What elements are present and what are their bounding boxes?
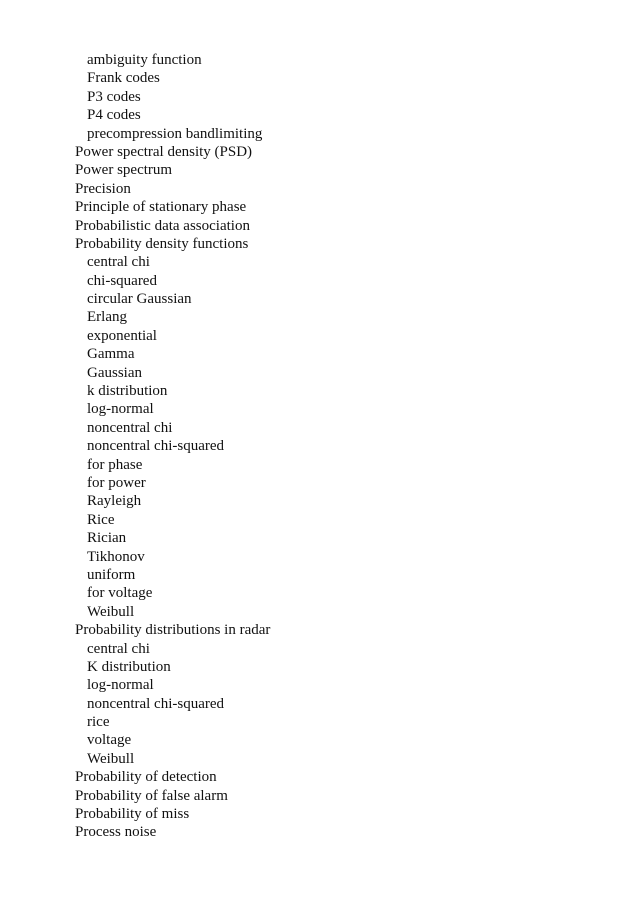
index-subentry: noncentral chi-squared	[87, 695, 225, 712]
index-entry: Power spectral density (PSD)	[75, 143, 253, 160]
index-subentry: noncentral chi-squared	[87, 438, 225, 455]
index-subentry: Tikhonov	[87, 548, 145, 565]
index-subentry: Rice	[87, 511, 115, 528]
index-subentry: for voltage	[87, 585, 153, 602]
index-entry: Power spectrum	[75, 162, 173, 179]
index-subentry: Erlang	[87, 309, 127, 326]
index-subentry: voltage	[87, 732, 132, 749]
index-entry: Probabilistic data association	[75, 217, 250, 234]
index-entry: Probability of detection	[75, 769, 217, 786]
index-subentry: central chi	[87, 640, 150, 657]
index-subentry: circular Gaussian	[87, 291, 192, 308]
index-subentry: Weibull	[87, 750, 135, 767]
index-subentry: noncentral chi	[87, 419, 173, 436]
index-entry: Probability of false alarm	[75, 787, 228, 804]
index-subentry: chi-squared	[87, 272, 157, 289]
index-subentry: uniform	[87, 566, 136, 583]
index-list	[75, 51, 595, 842]
index-subentry: precompression bandlimiting	[87, 125, 263, 142]
index-subentry: Gamma	[87, 346, 135, 363]
index-subentry: exponential	[87, 327, 157, 344]
index-entry: Process noise	[75, 824, 157, 841]
index-subentry: log-normal	[87, 401, 154, 418]
index-subentry: Rayleigh	[87, 493, 142, 510]
index-subentry: K distribution	[87, 658, 171, 675]
index-subentry: Rician	[87, 530, 127, 547]
index-entry: Precision	[75, 180, 131, 197]
index-entry: Principle of stationary phase	[75, 199, 247, 216]
index-subentry: Gaussian	[87, 364, 142, 381]
index-subentry: P4 codes	[87, 107, 141, 124]
index-entry: Probability distributions in radar	[75, 622, 271, 639]
index-subentry: P3 codes	[87, 88, 141, 105]
index-subentry: Weibull	[87, 603, 135, 620]
index-subentry: ambiguity function	[87, 52, 202, 68]
index-subentry: rice	[87, 714, 110, 731]
index-subentry: for phase	[87, 456, 143, 473]
index-entry: Probability of miss	[75, 806, 190, 823]
index-subentry: for power	[87, 474, 146, 491]
index-subentry: log-normal	[87, 677, 154, 694]
index-subentry: central chi	[87, 254, 150, 271]
index-subentry: Frank codes	[87, 70, 160, 87]
index-subentry: k distribution	[87, 383, 168, 400]
index-entry: Probability density functions	[75, 235, 249, 252]
